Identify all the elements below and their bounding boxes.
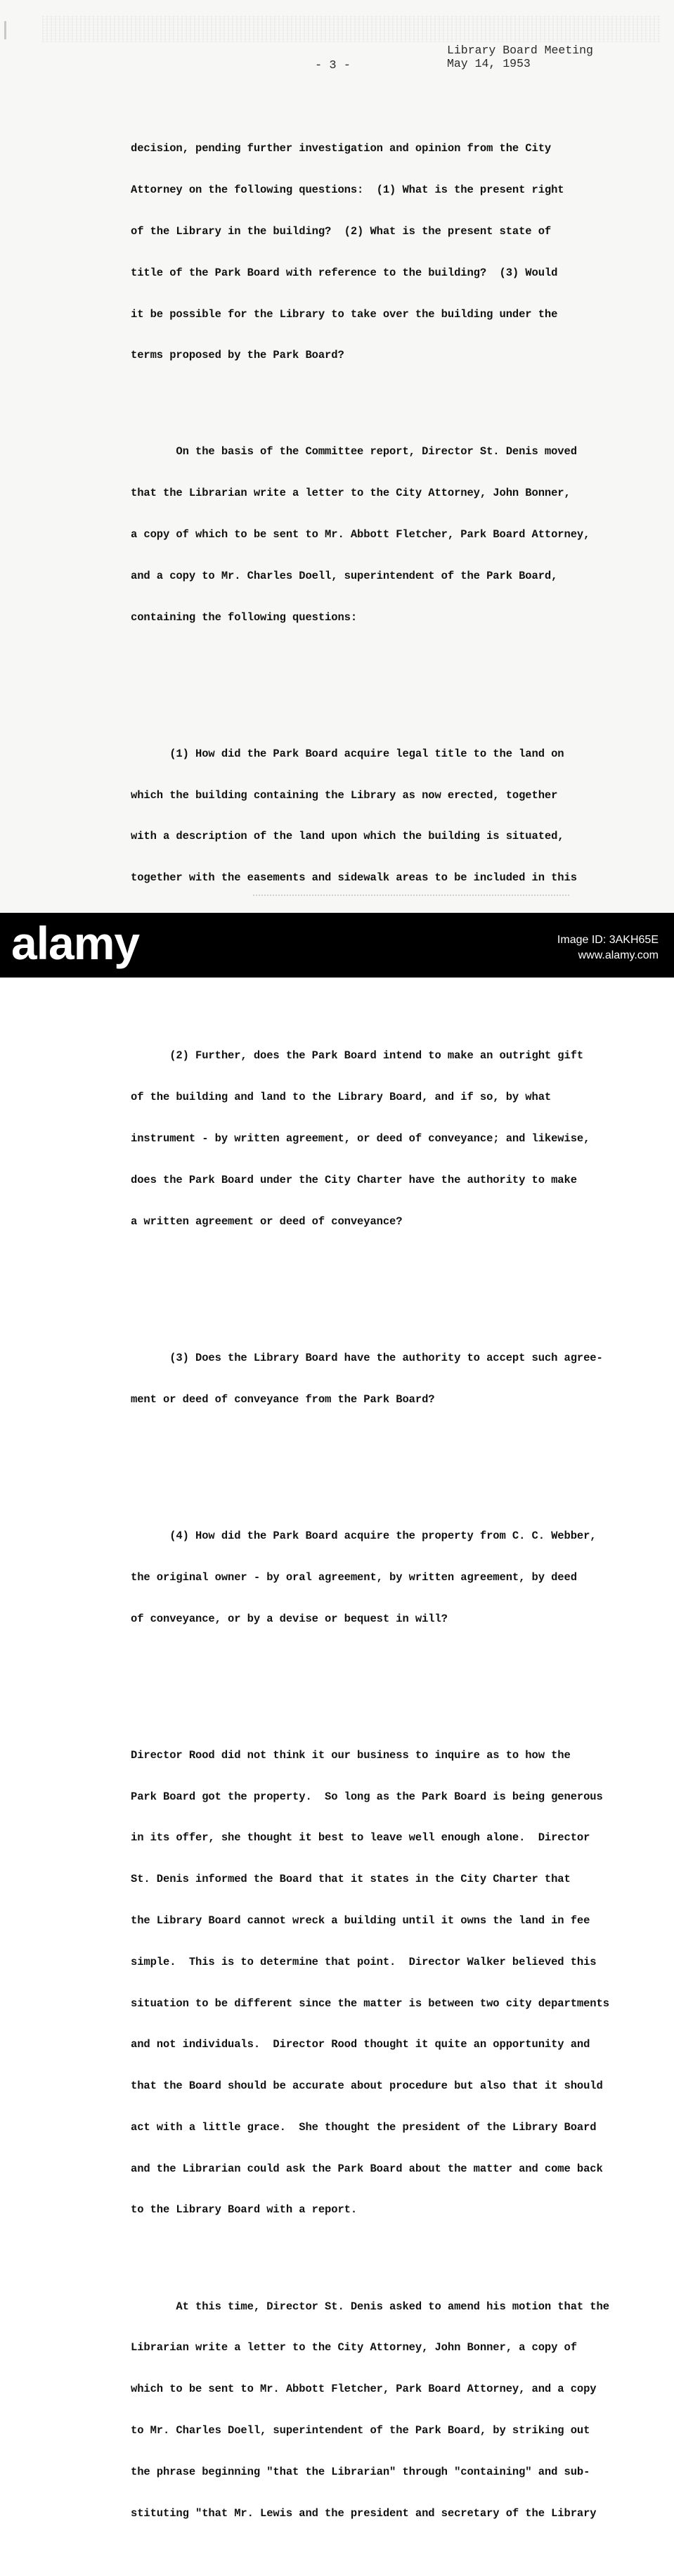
scan-dots — [253, 895, 569, 897]
image-id: Image ID: 3AKH65E — [557, 934, 659, 946]
text-line: with a description of the land upon which the building is situated, — [131, 830, 564, 843]
text-line: simple. This is to determine that point. Director Walker believed this — [131, 1955, 597, 1968]
text-line: (1) How did the Park Board acquire legal title to the land on — [131, 747, 564, 760]
question-4 — [131, 1502, 651, 1654]
text-line: in its offer, she thought it best to leave well enough alone. Director — [131, 1831, 590, 1845]
text-line: decision, pending further investigation and opinion from the City — [131, 142, 552, 155]
text-line: terms proposed by the Park Board? — [131, 349, 344, 362]
paragraph-amendment — [131, 2272, 651, 2548]
text-line: does the Park Board under the City Charter have the authority to make — [131, 1173, 577, 1186]
text-line: the original owner - by oral agreement, by written agreement, by deed — [131, 1570, 577, 1584]
text-line: instrument - by written agreement, or deed of conveyance; and likewise, — [131, 1132, 590, 1145]
scan-noise — [42, 15, 661, 42]
text-line: a written agreement or deed of conveyance? — [131, 1215, 403, 1228]
scan-mark — [4, 21, 6, 39]
text-line: title of the Park Board with reference to the building? (3) Would — [131, 266, 558, 279]
header-date: May 14, 1953 — [447, 57, 531, 70]
text-line: Director Rood did not think it our business to inquire as to how the — [131, 1748, 571, 1762]
text-line: and not individuals. Director Rood thought it quite an opportunity and — [131, 2038, 590, 2051]
page-number: - 3 - — [315, 59, 351, 72]
text-line: to Mr. Charles Doell, superintendent of the Park Board, by striking out — [131, 2423, 590, 2437]
document-header — [447, 44, 593, 70]
text-line: act with a little grace. She thought the president of the Library Board — [131, 2120, 597, 2134]
watermark-info — [557, 933, 659, 963]
alamy-logo: alamy — [11, 917, 140, 969]
text-line: Park Board got the property. So long as the Park Board is being generous — [131, 1790, 603, 1803]
text-line: containing the following questions: — [131, 610, 358, 624]
text-line: Attorney on the following questions: (1) What is the present right — [131, 184, 564, 197]
text-line: At this time, Director St. Denis asked to amend his motion that the — [131, 2300, 609, 2313]
text-line: and the Librarian could ask the Park Board about the matter and come back — [131, 2162, 603, 2175]
header-title: Library Board Meeting — [447, 44, 593, 57]
text-line: (4) How did the Park Board acquire the property from C. C. Webber, — [131, 1529, 597, 1542]
question-2 — [131, 1022, 651, 1256]
text-line: a copy of which to be sent to Mr. Abbott Fletcher, Park Board Attorney, — [131, 528, 590, 541]
text-line: that the Board should be accurate about procedure but also that it should — [131, 2080, 603, 2093]
paragraph-discussion — [131, 1722, 651, 2245]
text-line: that the Librarian write a letter to the City Attorney, John Bonner, — [131, 487, 571, 500]
document-body — [131, 87, 651, 2576]
text-line: of the Library in the building? (2) What is the present state of — [131, 224, 552, 238]
text-line: it be possible for the Library to take over the building under the — [131, 307, 558, 321]
text-line: and a copy to Mr. Charles Doell, superintendent of the Park Board, — [131, 569, 558, 582]
text-line: St. Denis informed the Board that it states in the City Charter that — [131, 1873, 571, 1886]
text-line: together with the easements and sidewalk areas to be included in this — [131, 871, 577, 885]
text-line: ment or deed of conveyance from the Park Board? — [131, 1392, 435, 1406]
text-line: (2) Further, does the Park Board intend to make an outright gift — [131, 1049, 584, 1063]
question-3 — [131, 1324, 651, 1435]
text-line: of the building and land to the Library Board, and if so, by what — [131, 1091, 552, 1104]
text-line: Librarian write a letter to the City Attorney, John Bonner, a copy of — [131, 2341, 577, 2354]
paragraph-motion — [131, 418, 651, 652]
text-line: to the Library Board with a report. — [131, 2203, 358, 2217]
text-line: the phrase beginning "that the Librarian" through "containing" and sub- — [131, 2465, 590, 2478]
text-line: (3) Does the Library Board have the authority to accept such agree- — [131, 1351, 603, 1364]
text-line: On the basis of the Committee report, Director St. Denis moved — [131, 445, 577, 459]
text-line: which to be sent to Mr. Abbott Fletcher, Park Board Attorney, and a copy — [131, 2383, 597, 2396]
site-url: www.alamy.com — [578, 949, 659, 961]
text-line: stituting "that Mr. Lewis and the president and secretary of the Library — [131, 2506, 597, 2520]
text-line: the Library Board cannot wreck a building until it owns the land in fee — [131, 1914, 590, 1927]
text-line: of conveyance, or by a devise or bequest in will? — [131, 1612, 448, 1625]
text-line: which the building containing the Library as now erected, together — [131, 788, 558, 802]
paragraph-continuation — [131, 115, 651, 390]
text-line: situation to be different since the matter is between two city departments — [131, 1997, 609, 2010]
